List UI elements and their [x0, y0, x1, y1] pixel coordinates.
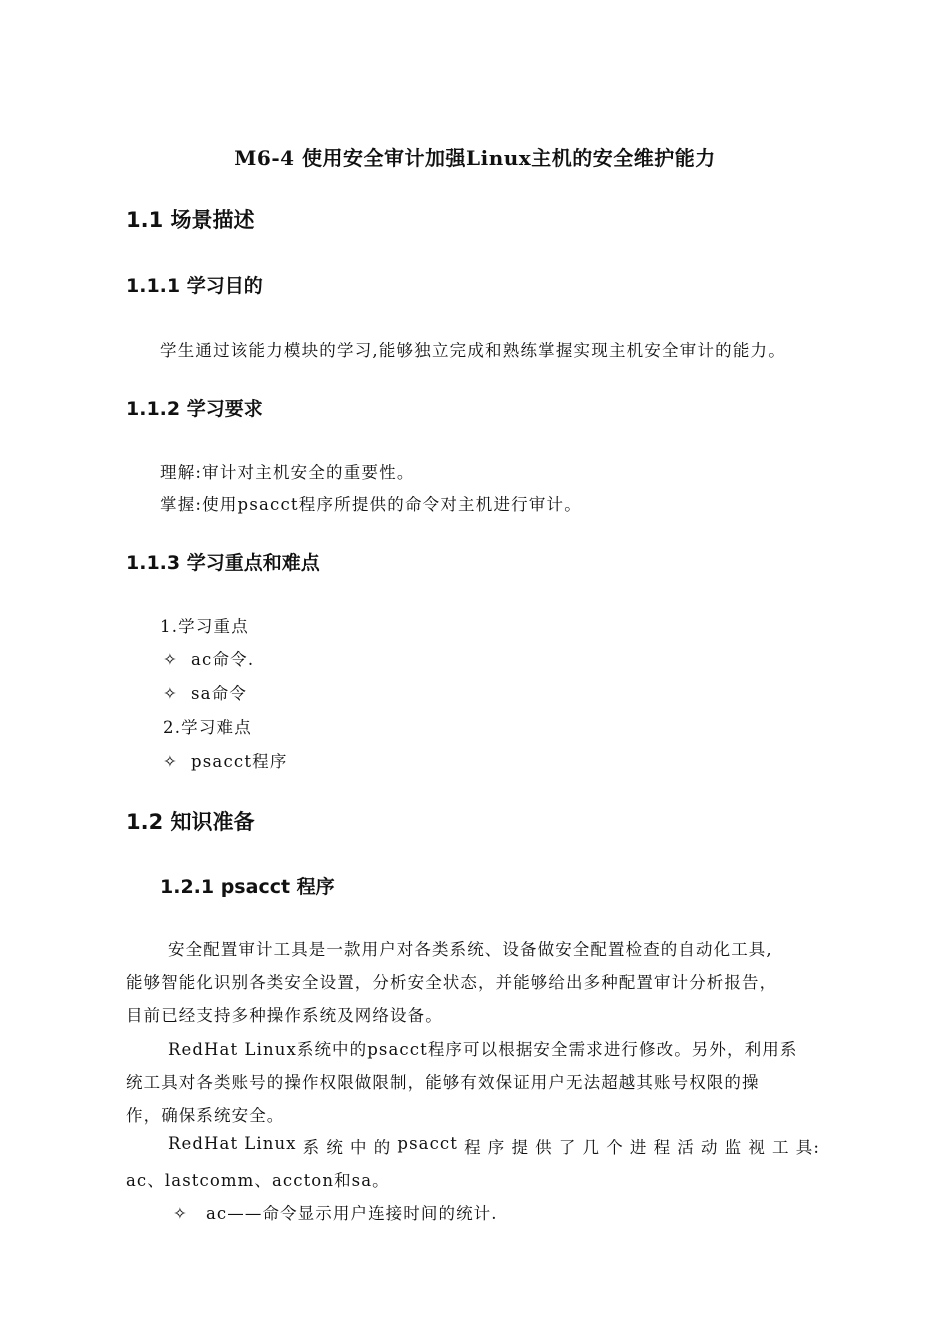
paragraph-line-justified	[168, 1134, 820, 1158]
word: 的	[373, 1138, 392, 1157]
paragraph-line: 安全配置审计工具是一款用户对各类系统、设备做安全配置检查的自动化工具,	[168, 940, 773, 959]
word: 序	[487, 1138, 506, 1157]
diamond-bullet-icon: ✧	[173, 1204, 188, 1223]
word: 供	[535, 1138, 553, 1157]
paragraph-line: 作，确保系统安全。	[126, 1106, 285, 1125]
paragraph-line: RedHat Linux系统中的psacct程序可以根据安全需求进行修改。另外，利用系	[168, 1040, 798, 1059]
bullet-item	[173, 1200, 498, 1224]
word: 工	[772, 1138, 790, 1157]
subsection-heading-1-2-1: 1.2.1 psacct 程序	[160, 876, 335, 898]
word: RedHat	[168, 1134, 239, 1153]
word: 程	[464, 1138, 482, 1157]
word: Linux	[244, 1134, 297, 1153]
section-heading-1-2: 1.2 知识准备	[126, 810, 255, 834]
word: 视	[748, 1138, 766, 1157]
bullet-text: psacct程序	[191, 752, 288, 771]
word: 活	[677, 1138, 695, 1157]
word: 了	[558, 1138, 577, 1157]
list-item-difficult-points: 2.学习难点	[163, 718, 252, 737]
subsection-heading-1-1-1: 1.1.1 学习目的	[126, 275, 263, 297]
word: 统	[326, 1138, 344, 1157]
word: 几	[582, 1138, 601, 1157]
word: 中	[350, 1138, 368, 1157]
section-heading-1-1: 1.1 场景描述	[126, 208, 255, 232]
paragraph-line: 统工具对各类账号的操作权限做限制，能够有效保证用户无法超越其账号权限的操	[126, 1073, 760, 1092]
subsection-heading-1-1-3: 1.1.3 学习重点和难点	[126, 552, 320, 574]
subsection-heading-1-1-2: 1.1.2 学习要求	[126, 398, 263, 420]
diamond-bullet-icon: ✧	[163, 650, 179, 669]
word: psacct	[397, 1134, 459, 1153]
list-item-key-points: 1.学习重点	[160, 617, 249, 636]
document-title: M6-4 使用安全审计加强Linux主机的安全维护能力	[234, 146, 716, 170]
diamond-bullet-icon: ✧	[163, 684, 179, 703]
word: 进	[629, 1138, 648, 1157]
paragraph-line: ac、lastcomm、accton和sa。	[126, 1171, 390, 1190]
bullet-text: ac——命令显示用户连接时间的统计.	[206, 1204, 498, 1223]
word: 监	[724, 1138, 743, 1157]
requirement-understand: 理解:审计对主机安全的重要性。	[160, 463, 415, 482]
word: 系	[302, 1138, 321, 1157]
bullet-item	[163, 748, 288, 772]
word: 程	[653, 1138, 672, 1157]
bullet-text: ac命令.	[191, 650, 255, 669]
paragraph-line: 能够智能化识别各类安全设置，分析安全状态，并能够给出多种配置审计分析报告，	[126, 973, 778, 992]
requirement-master: 掌握:使用psacct程序所提供的命令对主机进行审计。	[160, 495, 582, 514]
paragraph-learning-purpose: 学生通过该能力模块的学习,能够独立完成和熟练掌握实现主机安全审计的能力。	[160, 341, 786, 360]
diamond-bullet-icon: ✧	[163, 752, 179, 771]
bullet-text: sa命令	[191, 684, 248, 703]
word: 提	[511, 1138, 530, 1157]
word: 个	[606, 1138, 624, 1157]
paragraph-line: 目前已经支持多种操作系统及网络设备。	[126, 1006, 443, 1025]
bullet-item	[163, 680, 247, 704]
word: 动	[700, 1138, 719, 1157]
word: 具:	[795, 1138, 820, 1157]
bullet-item	[163, 646, 254, 670]
